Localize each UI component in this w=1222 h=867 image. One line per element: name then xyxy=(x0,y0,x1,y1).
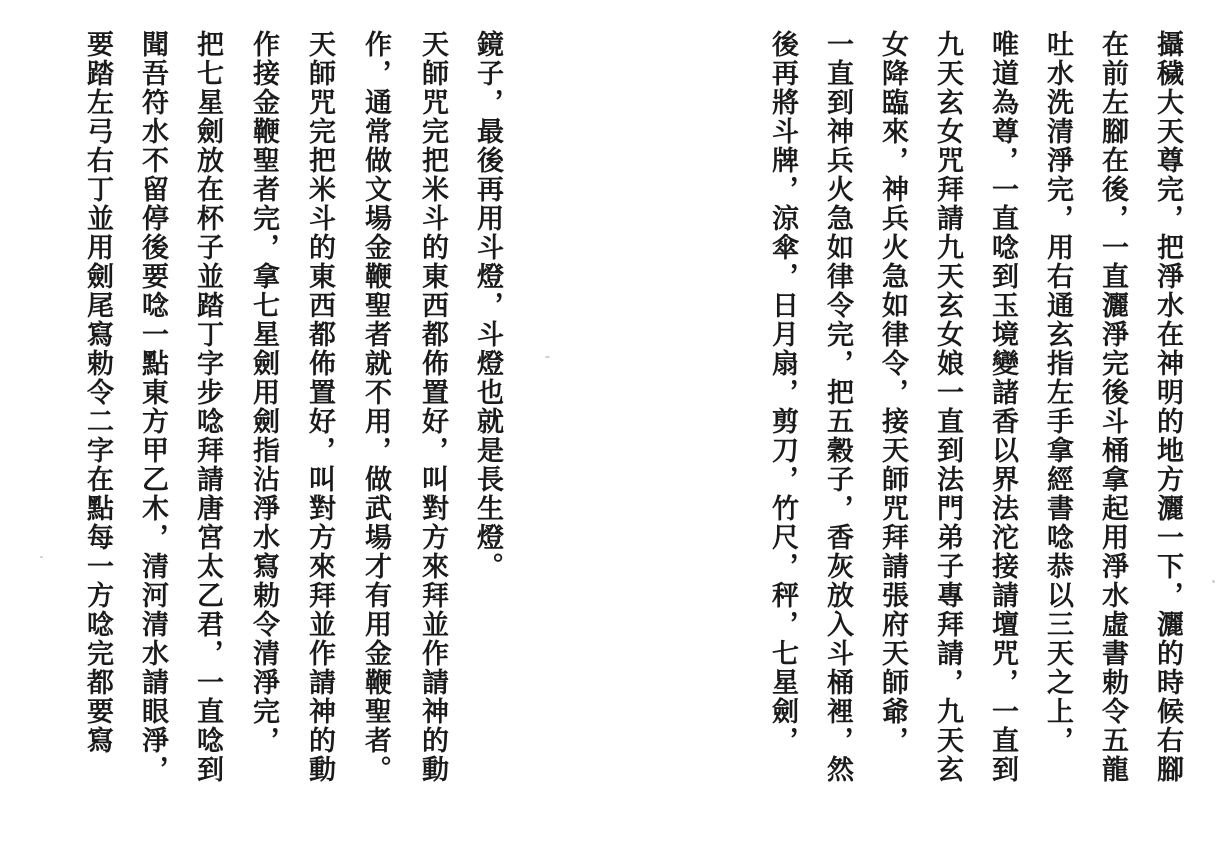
text-column: 後再將斗牌，涼傘，日月扇，剪刀，竹尺，秤，七星劍， xyxy=(767,30,798,755)
text-column: 鏡子，最後再用斗燈，斗燈也就是長生燈。 xyxy=(472,30,503,581)
text-column: 作，通常做文場金鞭聖者就不用，做武場才有用金鞭聖者。 xyxy=(360,30,391,784)
text-column: 聞吾符水不留停後要唸一點東方甲乙木，清河清水請眼淨， xyxy=(137,30,168,784)
scan-speck xyxy=(1212,580,1215,583)
text-column: 九天玄女咒拜請九天玄女娘一直到法門弟子專拜請，九天玄 xyxy=(932,30,963,784)
scan-speck xyxy=(40,556,43,558)
text-column: 在前左腳在後，一直灑淨完後斗桶拿起用淨水虛書勅令五龍 xyxy=(1097,30,1128,784)
text-column: 作接金鞭聖者完，拿七星劍用劍指沾淨水寫勅令清淨完， xyxy=(248,30,279,755)
text-column: 把七星劍放在杯子並踏丁字步唸拜請唐宮太乙君，一直唸到 xyxy=(192,30,223,784)
scan-speck xyxy=(545,356,550,358)
text-column: 吐水洗清淨完，用右通玄指左手拿經書唸恭以三天之上， xyxy=(1042,30,1073,755)
text-column: 要踏左弓右丁並用劍尾寫勅令二字在點每一方唸完都要寫 xyxy=(82,30,113,755)
text-column: 攝穢大天尊完，把淨水在神明的地方灑一下，灑的時候右腳 xyxy=(1152,30,1183,784)
text-column: 女降臨來，神兵火急如律令，接天師咒拜請張府天師爺， xyxy=(877,30,908,755)
text-column: 唯道為尊，一直唸到玉境變諸香以界法沱接請壇咒，一直到 xyxy=(987,30,1018,784)
text-column: 天師咒完把米斗的東西都佈置好，叫對方來拜並作請神的動 xyxy=(417,30,448,784)
text-column: 一直到神兵火急如律令完，把五穀子，香灰放入斗桶裡，然 xyxy=(822,30,853,784)
text-column: 天師咒完把米斗的東西都佈置好，叫對方來拜並作請神的動 xyxy=(304,30,335,784)
page-gutter xyxy=(611,0,612,867)
